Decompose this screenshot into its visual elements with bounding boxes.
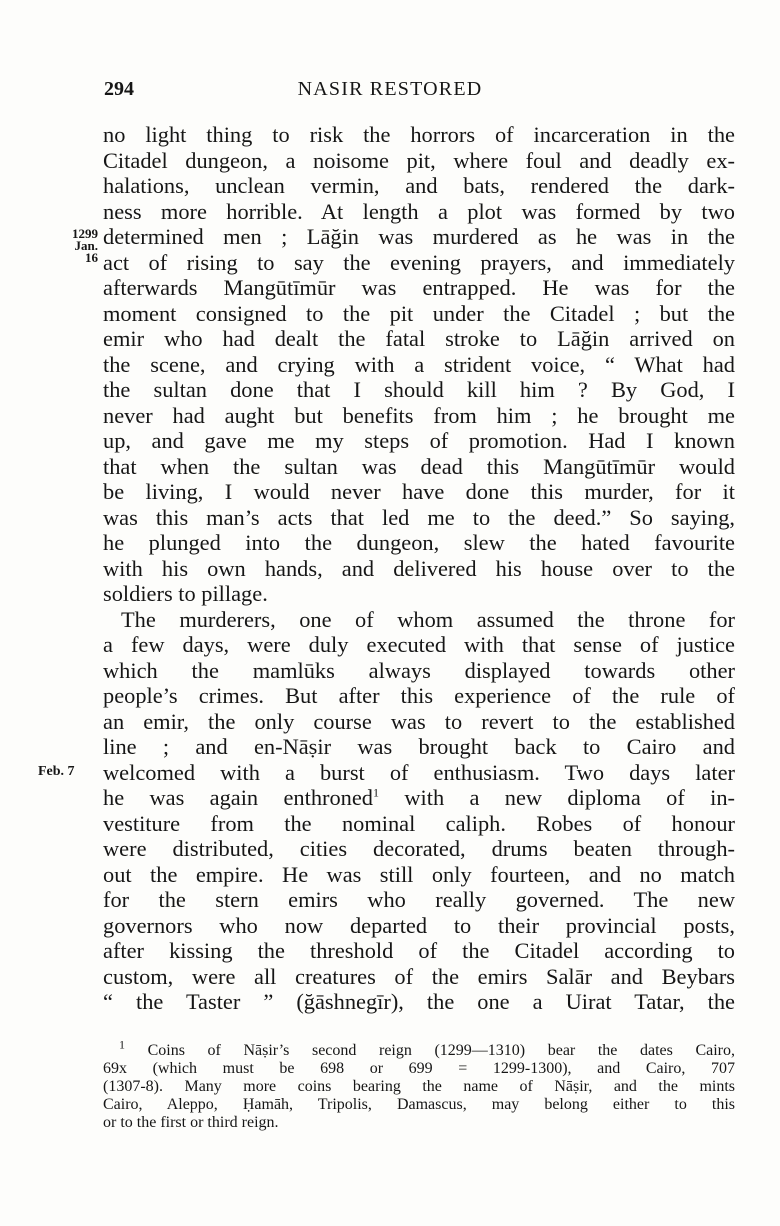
text-line-with-footnote-ref bbox=[103, 785, 735, 811]
text-line: an emir, the only course was to revert to the established bbox=[103, 708, 735, 734]
text-line: “ the Taster ” (ğāshnegīr), the one a Uirat Tatar, the bbox=[103, 989, 735, 1014]
margin-date-feb: Feb. 7 bbox=[38, 764, 75, 779]
text-fragment: with a new diploma of in- bbox=[404, 785, 735, 810]
text-line: that when the sultan was dead this Mangūtīmūr would bbox=[103, 453, 735, 479]
text-line: was this man’s acts that led me to the deed.” So saying, bbox=[103, 504, 735, 530]
footnote-text: Coins of Nāṣir’s second reign (1299—1310) bear the dates Cairo, bbox=[147, 1042, 735, 1059]
text-line: no light thing to risk the horrors of incarceration in the bbox=[103, 122, 735, 147]
footnotes bbox=[103, 1037, 735, 1132]
text-line: afterwards Mangūtīmūr was entrapped. He was for the bbox=[103, 275, 735, 300]
text-line: emir who had dealt the fatal stroke to Lāğin arrived on bbox=[103, 326, 735, 351]
text-line: never had aught but benefits from him ; he brought me bbox=[103, 402, 735, 428]
text-line: custom, were all creatures of the emirs Salār and Beybars bbox=[103, 963, 735, 989]
text-line: people’s crimes. But after this experience of the rule of bbox=[103, 683, 735, 708]
text-line: which the mamlūks always displayed towards other bbox=[103, 657, 735, 683]
footnote-line: 69x (which must be 698 or 699 = 1299-1300), and Cairo, 707 bbox=[103, 1060, 735, 1077]
text-line: were distributed, cities decorated, drums beaten through- bbox=[103, 836, 735, 861]
footnote-marker: 1 bbox=[119, 1037, 125, 1052]
text-line: out the empire. He was still only fourteen, and no match bbox=[103, 861, 735, 887]
margin-day: 16 bbox=[85, 250, 98, 265]
margin-date-jan bbox=[60, 228, 98, 264]
text-fragment: he was again enthroned bbox=[103, 785, 373, 810]
text-line: the scene, and crying with a strident voice, “ What had bbox=[103, 351, 735, 377]
text-line: up, and gave me my steps of promotion. Had I known bbox=[103, 428, 735, 453]
text-line: determined men ; Lāğin was murdered as he was in the bbox=[103, 224, 735, 249]
text-line: halations, unclean vermin, and bats, rendered the dark- bbox=[103, 173, 735, 198]
body-text bbox=[103, 122, 735, 1015]
text-line: welcomed with a burst of enthusiasm. Two days later bbox=[103, 759, 735, 785]
text-line: after kissing the threshold of the Citadel according to bbox=[103, 938, 735, 963]
text-line: governors who now departed to their provincial posts, bbox=[103, 912, 735, 938]
running-title: NASIR RESTORED bbox=[297, 78, 483, 100]
text-line: soldiers to pillage. bbox=[103, 581, 268, 606]
margin-year: 1299 bbox=[72, 226, 98, 241]
page-number: 294 bbox=[104, 78, 134, 100]
margin-month: Jan. bbox=[74, 238, 98, 253]
text-line: Citadel dungeon, a noisome pit, where foul and deadly ex- bbox=[103, 147, 735, 173]
text-line: a few days, were duly executed with that sense of justice bbox=[103, 632, 735, 657]
text-line: for the stern emirs who really governed. The new bbox=[103, 887, 735, 912]
text-line: he plunged into the dungeon, slew the hated favourite bbox=[103, 530, 735, 555]
footnote-line: Cairo, Aleppo, Ḥamāh, Tripolis, Damascus, may belong either to this bbox=[103, 1096, 735, 1113]
text-line: be living, I would never have done this murder, for it bbox=[103, 479, 735, 504]
footnote-ref: 1 bbox=[373, 785, 379, 800]
text-line: act of rising to say the evening prayers, and immediately bbox=[103, 249, 735, 275]
text-line: vestiture from the nominal caliph. Robes of honour bbox=[103, 810, 735, 836]
footnote-line: (1307-8). Many more coins bearing the name of Nāṣir, and the mints bbox=[103, 1078, 735, 1095]
text-line: line ; and en-Nāṣir was brought back to Cairo and bbox=[103, 734, 735, 759]
text-line: The murderers, one of whom assumed the throne for bbox=[121, 606, 735, 632]
footnote-line: or to the first or third reign. bbox=[103, 1114, 279, 1131]
text-line: with his own hands, and delivered his house over to the bbox=[103, 555, 735, 581]
page-header bbox=[0, 78, 780, 104]
text-line: moment consigned to the pit under the Citadel ; but the bbox=[103, 300, 735, 326]
footnote-line bbox=[103, 1037, 735, 1060]
text-line: ness more horrible. At length a plot was formed by two bbox=[103, 198, 735, 224]
text-line: the sultan done that I should kill him ? By God, I bbox=[103, 377, 735, 402]
